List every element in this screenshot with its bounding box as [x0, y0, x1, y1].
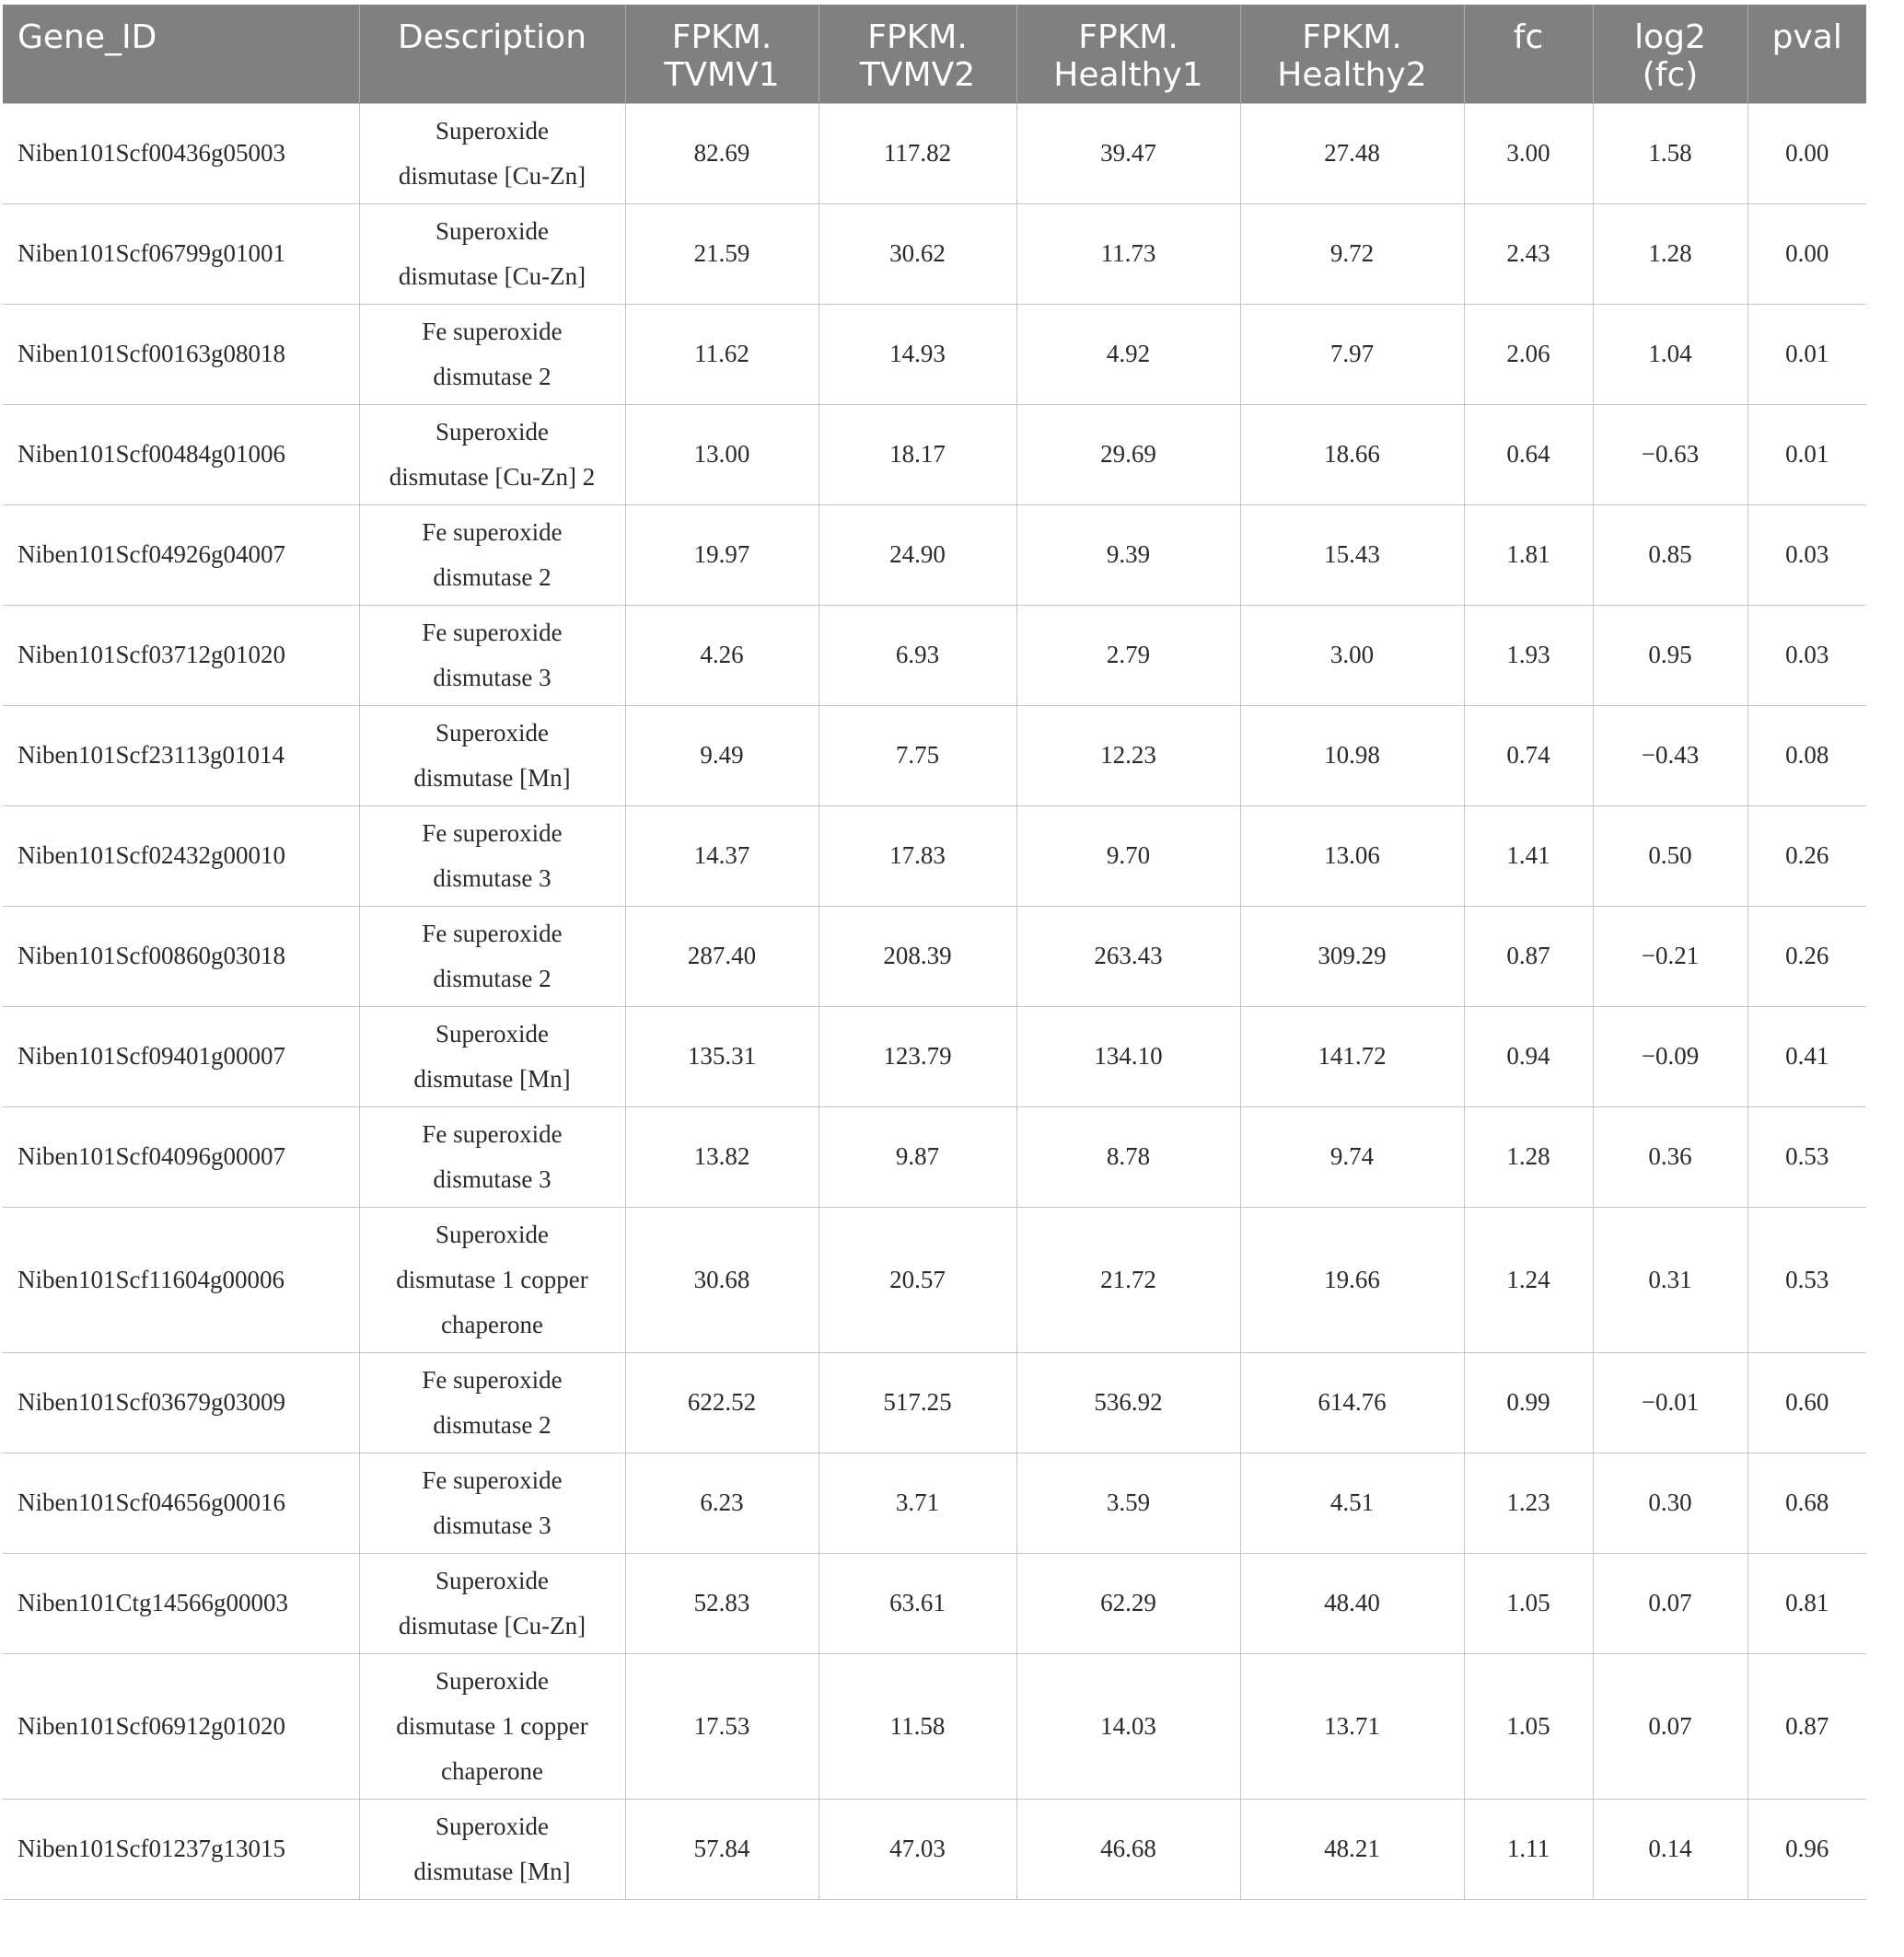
description-line: Fe superoxide [422, 818, 563, 847]
fpkm-tvmv2-cell: 9.87 [818, 1106, 1016, 1207]
header-log2-fc [1593, 5, 1747, 103]
fc-cell: 1.23 [1464, 1453, 1593, 1553]
fpkm-healthy1-cell: 62.29 [1016, 1553, 1240, 1653]
fpkm-tvmv2-cell: 11.58 [818, 1653, 1016, 1799]
fc-cell: 1.81 [1464, 504, 1593, 605]
fpkm-tvmv2-cell: 47.03 [818, 1799, 1016, 1899]
log2-fc-cell: 0.30 [1593, 1453, 1747, 1553]
fc-cell: 1.11 [1464, 1799, 1593, 1899]
fc-cell: 0.99 [1464, 1352, 1593, 1453]
pval-cell: 0.87 [1747, 1653, 1866, 1799]
description-line: dismutase 2 [433, 362, 551, 390]
header-text: Description [397, 18, 587, 56]
fpkm-tvmv1-cell: 82.69 [625, 103, 818, 203]
gene-id-cell: Niben101Scf06799g01001 [3, 203, 359, 304]
header-text: FPKM. [1302, 18, 1402, 56]
description-cell [359, 404, 625, 504]
fc-cell: 0.74 [1464, 705, 1593, 805]
pval-cell: 0.60 [1747, 1352, 1866, 1453]
pval-cell: 0.00 [1747, 203, 1866, 304]
description-cell [359, 1653, 625, 1799]
table-body [3, 103, 1866, 1899]
fpkm-tvmv2-cell: 18.17 [818, 404, 1016, 504]
fpkm-healthy1-cell: 14.03 [1016, 1653, 1240, 1799]
fpkm-healthy1-cell: 39.47 [1016, 103, 1240, 203]
description-line: dismutase [Cu-Zn] [398, 261, 586, 290]
fpkm-healthy2-cell: 3.00 [1240, 605, 1464, 705]
fpkm-healthy2-cell: 10.98 [1240, 705, 1464, 805]
header-fpkm-healthy2 [1240, 5, 1464, 103]
fpkm-tvmv1-cell: 6.23 [625, 1453, 818, 1553]
fpkm-tvmv1-cell: 4.26 [625, 605, 818, 705]
header-text: TVMV2 [859, 56, 976, 94]
description-line: dismutase 3 [433, 1164, 551, 1193]
description-line: dismutase [Cu-Zn] 2 [389, 462, 596, 491]
fpkm-healthy2-cell: 27.48 [1240, 103, 1464, 203]
gene-id-cell: Niben101Scf03712g01020 [3, 605, 359, 705]
fc-cell: 3.00 [1464, 103, 1593, 203]
description-line: dismutase 3 [433, 1511, 551, 1539]
description-line: Superoxide [435, 417, 549, 446]
pval-cell: 0.68 [1747, 1453, 1866, 1553]
fc-cell: 0.87 [1464, 906, 1593, 1006]
gene-id-cell: Niben101Scf02432g00010 [3, 805, 359, 906]
description-cell [359, 1207, 625, 1352]
pval-cell: 0.26 [1747, 906, 1866, 1006]
pval-cell: 0.41 [1747, 1006, 1866, 1106]
fc-cell: 0.64 [1464, 404, 1593, 504]
fc-cell: 1.05 [1464, 1553, 1593, 1653]
fpkm-tvmv2-cell: 123.79 [818, 1006, 1016, 1106]
gene-id-cell: Niben101Scf01237g13015 [3, 1799, 359, 1899]
fc-cell: 1.93 [1464, 605, 1593, 705]
fpkm-tvmv1-cell: 57.84 [625, 1799, 818, 1899]
description-line: Fe superoxide [422, 517, 563, 546]
gene-id-cell: Niben101Scf04096g00007 [3, 1106, 359, 1207]
description-line: dismutase 1 copper [396, 1711, 588, 1740]
description-line: dismutase 2 [433, 964, 551, 992]
header-text: FPKM. [1078, 18, 1178, 56]
table-row [3, 1453, 1866, 1553]
pval-cell: 0.81 [1747, 1553, 1866, 1653]
table-row [3, 404, 1866, 504]
table-row [3, 705, 1866, 805]
fpkm-tvmv2-cell: 3.71 [818, 1453, 1016, 1553]
log2-fc-cell: 1.28 [1593, 203, 1747, 304]
fpkm-tvmv1-cell: 52.83 [625, 1553, 818, 1653]
gene-id-cell: Niben101Scf06912g01020 [3, 1653, 359, 1799]
fpkm-healthy2-cell: 9.74 [1240, 1106, 1464, 1207]
pval-cell: 0.96 [1747, 1799, 1866, 1899]
fpkm-healthy1-cell: 134.10 [1016, 1006, 1240, 1106]
description-cell [359, 906, 625, 1006]
description-line: chaperone [441, 1756, 543, 1785]
log2-fc-cell: 0.36 [1593, 1106, 1747, 1207]
table-row [3, 805, 1866, 906]
description-cell [359, 304, 625, 404]
gene-id-cell: Niben101Ctg14566g00003 [3, 1553, 359, 1653]
gene-id-cell: Niben101Scf00860g03018 [3, 906, 359, 1006]
fpkm-tvmv1-cell: 21.59 [625, 203, 818, 304]
fpkm-healthy2-cell: 309.29 [1240, 906, 1464, 1006]
description-cell [359, 103, 625, 203]
fc-cell: 1.28 [1464, 1106, 1593, 1207]
fpkm-tvmv1-cell: 13.00 [625, 404, 818, 504]
fpkm-tvmv1-cell: 135.31 [625, 1006, 818, 1106]
gene-id-cell: Niben101Scf00436g05003 [3, 103, 359, 203]
table-row [3, 203, 1866, 304]
description-cell [359, 1799, 625, 1899]
fpkm-tvmv2-cell: 20.57 [818, 1207, 1016, 1352]
table-row [3, 906, 1866, 1006]
fpkm-tvmv1-cell: 287.40 [625, 906, 818, 1006]
fpkm-healthy2-cell: 15.43 [1240, 504, 1464, 605]
description-line: Superoxide [435, 718, 549, 747]
description-line: Fe superoxide [422, 1365, 563, 1394]
description-cell [359, 203, 625, 304]
description-cell [359, 705, 625, 805]
fpkm-healthy2-cell: 13.71 [1240, 1653, 1464, 1799]
fpkm-tvmv2-cell: 208.39 [818, 906, 1016, 1006]
fpkm-tvmv1-cell: 13.82 [625, 1106, 818, 1207]
header-text: Healthy2 [1277, 56, 1427, 94]
pval-cell: 0.03 [1747, 504, 1866, 605]
fpkm-tvmv2-cell: 7.75 [818, 705, 1016, 805]
log2-fc-cell: 0.07 [1593, 1553, 1747, 1653]
log2-fc-cell: −0.01 [1593, 1352, 1747, 1453]
description-line: dismutase 2 [433, 1410, 551, 1439]
fpkm-healthy2-cell: 13.06 [1240, 805, 1464, 906]
header-text: fc [1513, 18, 1544, 56]
table-row [3, 1106, 1866, 1207]
fpkm-healthy2-cell: 4.51 [1240, 1453, 1464, 1553]
header-pval [1747, 5, 1866, 103]
gene-id-cell: Niben101Scf00163g08018 [3, 304, 359, 404]
fpkm-tvmv2-cell: 24.90 [818, 504, 1016, 605]
fc-cell: 1.05 [1464, 1653, 1593, 1799]
log2-fc-cell: −0.09 [1593, 1006, 1747, 1106]
description-cell [359, 605, 625, 705]
description-line: Fe superoxide [422, 1465, 563, 1494]
header-text: TVMV1 [664, 56, 780, 94]
log2-fc-cell: −0.43 [1593, 705, 1747, 805]
description-line: dismutase 3 [433, 663, 551, 691]
header-fc [1464, 5, 1593, 103]
pval-cell: 0.53 [1747, 1106, 1866, 1207]
header-text: FPKM. [867, 18, 968, 56]
fpkm-tvmv2-cell: 17.83 [818, 805, 1016, 906]
description-cell [359, 1006, 625, 1106]
fc-cell: 2.06 [1464, 304, 1593, 404]
fpkm-healthy1-cell: 3.59 [1016, 1453, 1240, 1553]
pval-cell: 0.01 [1747, 404, 1866, 504]
fpkm-tvmv2-cell: 63.61 [818, 1553, 1016, 1653]
table-row [3, 1352, 1866, 1453]
fpkm-tvmv2-cell: 117.82 [818, 103, 1016, 203]
fpkm-tvmv1-cell: 14.37 [625, 805, 818, 906]
fpkm-tvmv2-cell: 6.93 [818, 605, 1016, 705]
description-line: Superoxide [435, 1812, 549, 1840]
description-line: Superoxide [435, 216, 549, 245]
fpkm-tvmv2-cell: 517.25 [818, 1352, 1016, 1453]
fpkm-tvmv1-cell: 622.52 [625, 1352, 818, 1453]
log2-fc-cell: 0.85 [1593, 504, 1747, 605]
fpkm-healthy1-cell: 8.78 [1016, 1106, 1240, 1207]
description-line: dismutase 3 [433, 863, 551, 892]
fpkm-tvmv2-cell: 14.93 [818, 304, 1016, 404]
log2-fc-cell: 0.31 [1593, 1207, 1747, 1352]
fpkm-healthy2-cell: 141.72 [1240, 1006, 1464, 1106]
description-cell [359, 805, 625, 906]
description-line: dismutase [Cu-Zn] [398, 161, 586, 190]
fc-cell: 2.43 [1464, 203, 1593, 304]
fpkm-healthy2-cell: 19.66 [1240, 1207, 1464, 1352]
table-row [3, 1006, 1866, 1106]
log2-fc-cell: 1.58 [1593, 103, 1747, 203]
log2-fc-cell: −0.63 [1593, 404, 1747, 504]
pval-cell: 0.08 [1747, 705, 1866, 805]
description-line: Superoxide [435, 116, 549, 145]
table-row [3, 605, 1866, 705]
fpkm-healthy1-cell: 29.69 [1016, 404, 1240, 504]
log2-fc-cell: 1.04 [1593, 304, 1747, 404]
fpkm-healthy1-cell: 12.23 [1016, 705, 1240, 805]
description-line: Fe superoxide [422, 317, 563, 345]
fpkm-healthy1-cell: 4.92 [1016, 304, 1240, 404]
fpkm-healthy1-cell: 46.68 [1016, 1799, 1240, 1899]
fpkm-healthy1-cell: 2.79 [1016, 605, 1240, 705]
gene-id-cell: Niben101Scf09401g00007 [3, 1006, 359, 1106]
table-row [3, 504, 1866, 605]
gene-id-cell: Niben101Scf23113g01014 [3, 705, 359, 805]
fpkm-tvmv1-cell: 30.68 [625, 1207, 818, 1352]
table-row [3, 1653, 1866, 1799]
fc-cell: 1.24 [1464, 1207, 1593, 1352]
fpkm-healthy1-cell: 263.43 [1016, 906, 1240, 1006]
pval-cell: 0.53 [1747, 1207, 1866, 1352]
fpkm-tvmv1-cell: 9.49 [625, 705, 818, 805]
fpkm-tvmv1-cell: 17.53 [625, 1653, 818, 1799]
fpkm-healthy1-cell: 21.72 [1016, 1207, 1240, 1352]
fpkm-healthy1-cell: 11.73 [1016, 203, 1240, 304]
fpkm-healthy2-cell: 7.97 [1240, 304, 1464, 404]
table-row [3, 103, 1866, 203]
gene-id-cell: Niben101Scf04926g04007 [3, 504, 359, 605]
gene-id-cell: Niben101Scf11604g00006 [3, 1207, 359, 1352]
pval-cell: 0.26 [1747, 805, 1866, 906]
gene-id-cell: Niben101Scf03679g03009 [3, 1352, 359, 1453]
fc-cell: 1.41 [1464, 805, 1593, 906]
gene-id-cell: Niben101Scf00484g01006 [3, 404, 359, 504]
description-line: Superoxide [435, 1666, 549, 1695]
fpkm-tvmv1-cell: 11.62 [625, 304, 818, 404]
log2-fc-cell: 0.07 [1593, 1653, 1747, 1799]
description-line: dismutase 1 copper [396, 1265, 588, 1293]
table-row [3, 1799, 1866, 1899]
header-text: log2 [1634, 18, 1706, 56]
description-line: Fe superoxide [422, 618, 563, 646]
fc-cell: 0.94 [1464, 1006, 1593, 1106]
description-line: Superoxide [435, 1220, 549, 1248]
description-cell [359, 1106, 625, 1207]
description-cell [359, 504, 625, 605]
header-description [359, 5, 625, 103]
header-text: (fc) [1642, 56, 1699, 94]
header-text: Gene_ID [17, 18, 157, 56]
fpkm-healthy2-cell: 614.76 [1240, 1352, 1464, 1453]
description-line: dismutase [Mn] [413, 1857, 571, 1885]
header-fpkm-tvmv2 [818, 5, 1016, 103]
description-cell [359, 1352, 625, 1453]
description-cell [359, 1453, 625, 1553]
fpkm-healthy2-cell: 48.21 [1240, 1799, 1464, 1899]
description-line: Fe superoxide [422, 919, 563, 947]
fpkm-healthy2-cell: 9.72 [1240, 203, 1464, 304]
fpkm-healthy2-cell: 48.40 [1240, 1553, 1464, 1653]
log2-fc-cell: −0.21 [1593, 906, 1747, 1006]
fpkm-healthy2-cell: 18.66 [1240, 404, 1464, 504]
fpkm-tvmv1-cell: 19.97 [625, 504, 818, 605]
header-text: FPKM. [671, 18, 772, 56]
gene-id-cell: Niben101Scf04656g00016 [3, 1453, 359, 1553]
log2-fc-cell: 0.95 [1593, 605, 1747, 705]
fpkm-healthy1-cell: 9.70 [1016, 805, 1240, 906]
fpkm-tvmv2-cell: 30.62 [818, 203, 1016, 304]
description-line: dismutase [Mn] [413, 1064, 571, 1093]
header-gene-id [3, 5, 359, 103]
description-line: dismutase [Cu-Zn] [398, 1611, 586, 1639]
description-line: Superoxide [435, 1019, 549, 1048]
table-row [3, 304, 1866, 404]
header-text: pval [1771, 18, 1842, 56]
fpkm-healthy1-cell: 536.92 [1016, 1352, 1240, 1453]
description-line: chaperone [441, 1310, 543, 1338]
table-row [3, 1553, 1866, 1653]
log2-fc-cell: 0.50 [1593, 805, 1747, 906]
description-line: Superoxide [435, 1566, 549, 1594]
header-fpkm-healthy1 [1016, 5, 1240, 103]
table-row [3, 1207, 1866, 1352]
log2-fc-cell: 0.14 [1593, 1799, 1747, 1899]
sod-expression-table [3, 5, 1866, 1900]
description-line: dismutase [Mn] [413, 763, 571, 792]
header-text: Healthy1 [1053, 56, 1203, 94]
fpkm-healthy1-cell: 9.39 [1016, 504, 1240, 605]
description-cell [359, 1553, 625, 1653]
header-fpkm-tvmv1 [625, 5, 818, 103]
description-line: dismutase 2 [433, 562, 551, 591]
pval-cell: 0.03 [1747, 605, 1866, 705]
pval-cell: 0.01 [1747, 304, 1866, 404]
description-line: Fe superoxide [422, 1119, 563, 1148]
pval-cell: 0.00 [1747, 103, 1866, 203]
header-row [3, 5, 1866, 103]
